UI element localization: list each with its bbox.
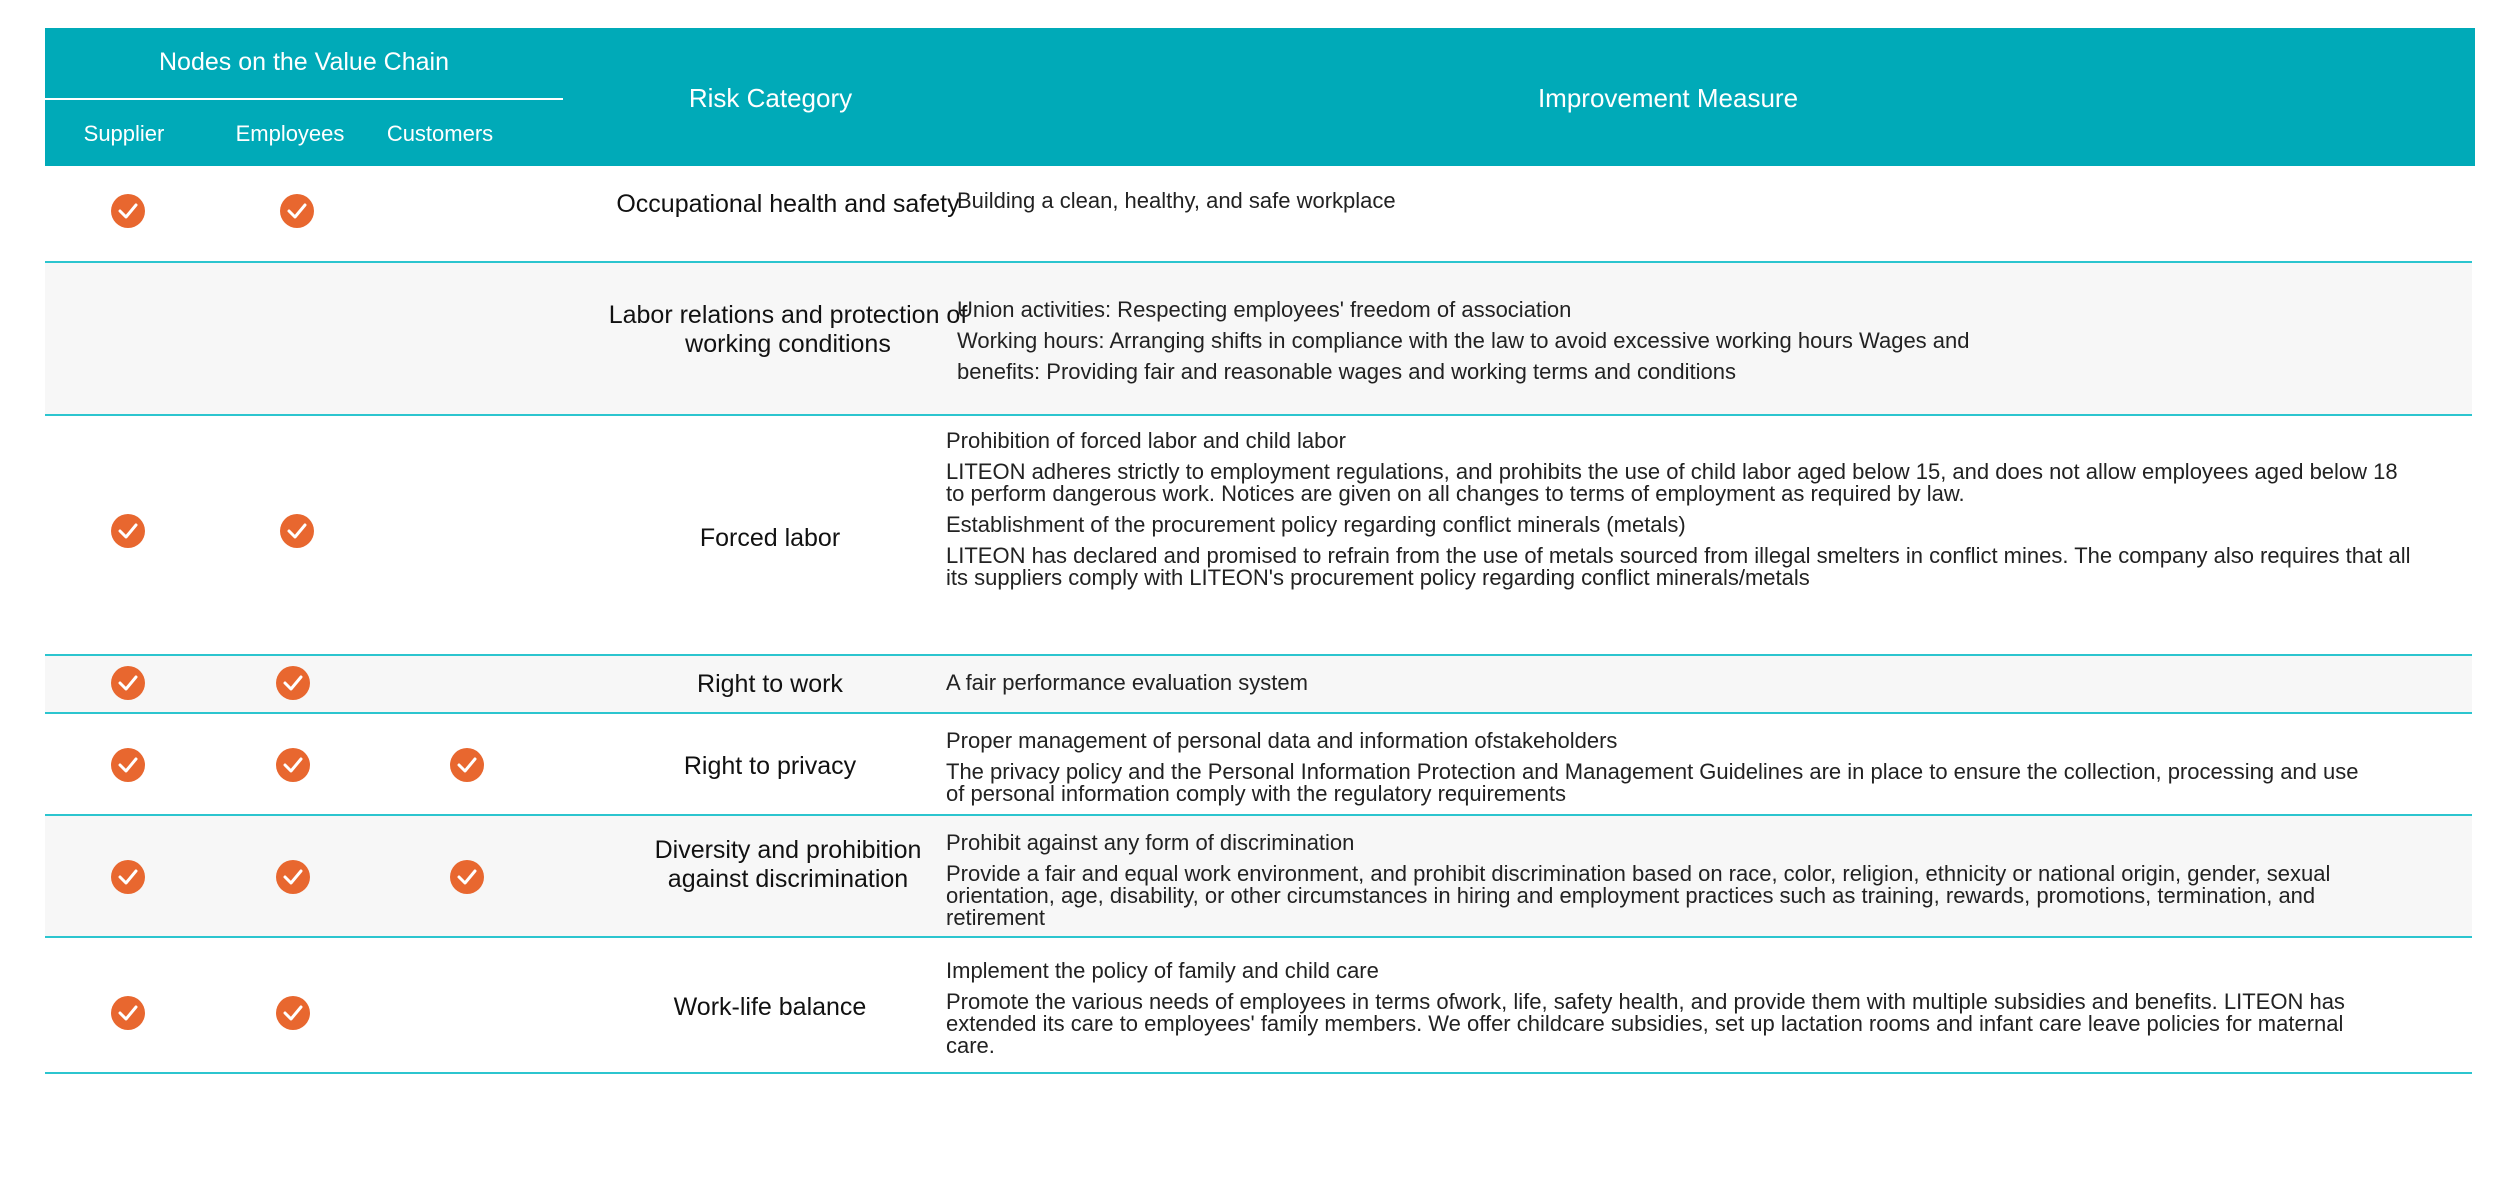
measure-text: Implement the policy of family and child care bbox=[946, 958, 1379, 983]
check-supplier-icon bbox=[111, 514, 145, 548]
measure-text: Building a clean, healthy, and safe workplace bbox=[957, 188, 1396, 213]
measure-text: Prohibit against any form of discrimination bbox=[946, 830, 1355, 855]
measure-text: Provide a fair and equal work environment, and prohibit discrimination based on race, color, religion, ethnicity or national origin, gender, sexual orientation, age, disability, or other circumstances in hiring and employment practices such as training, rewards, promotions, termination, and retirement bbox=[946, 861, 2331, 930]
measure-text: Promote the various needs of employees in terms ofwork, life, safety health, and provide them with multiple subsidies and benefits. LITEON has extended its care to employees' family members. We offer childcare subsidies, set up lactation rooms and infant care leave policies for maternal care. bbox=[946, 989, 2345, 1058]
measure-text: Union activities: Respecting employees' freedom of association bbox=[957, 297, 1572, 322]
improvement-measures bbox=[946, 832, 2366, 938]
check-employees-icon bbox=[280, 194, 314, 228]
measure-text: Working hours: Arranging shifts in compliance with the law to avoid excessive working hours Wages and bbox=[957, 328, 1970, 353]
improvement-measures bbox=[946, 672, 2421, 703]
header-customers: Customers bbox=[386, 121, 494, 146]
table-row bbox=[45, 816, 2472, 938]
check-supplier-icon bbox=[111, 860, 145, 894]
measure-text: Prohibition of forced labor and child labor bbox=[946, 428, 1346, 453]
header-risk-category: Risk Category bbox=[688, 83, 853, 113]
check-supplier-icon bbox=[111, 666, 145, 700]
risk-category: Occupational health and safety bbox=[616, 190, 960, 218]
header-supplier: Supplier bbox=[83, 121, 165, 146]
table-row bbox=[45, 263, 2472, 416]
header-divider bbox=[45, 98, 563, 100]
check-employees-icon bbox=[276, 748, 310, 782]
improvement-measures bbox=[957, 190, 2397, 221]
header-employees: Employees bbox=[235, 121, 345, 146]
check-customers-icon bbox=[450, 860, 484, 894]
measure-text: Proper management of personal data and information ofstakeholders bbox=[946, 728, 1618, 753]
check-supplier-icon bbox=[111, 748, 145, 782]
table-row bbox=[45, 416, 2472, 656]
measure-text: A fair performance evaluation system bbox=[946, 670, 1308, 695]
measure-text: benefits: Providing fair and reasonable wages and working terms and conditions bbox=[957, 359, 1737, 384]
check-employees-icon bbox=[276, 860, 310, 894]
risk-category: Work-life balance bbox=[673, 993, 867, 1021]
improvement-measures bbox=[946, 730, 2366, 814]
improvement-measures bbox=[946, 960, 2386, 1066]
header-improvement-measure: Improvement Measure bbox=[1537, 83, 1799, 113]
risk-category: Diversity and prohibition against discrimination bbox=[654, 836, 922, 893]
risk-category: Right to work bbox=[697, 670, 843, 698]
table-header bbox=[45, 28, 2475, 166]
check-supplier-icon bbox=[111, 194, 145, 228]
risk-category: Forced labor bbox=[699, 524, 841, 552]
improvement-measures bbox=[946, 430, 2421, 598]
improvement-measures bbox=[957, 299, 2397, 392]
check-customers-icon bbox=[450, 748, 484, 782]
check-employees-icon bbox=[280, 514, 314, 548]
table-row bbox=[45, 714, 2472, 816]
measure-text: Establishment of the procurement policy regarding conflict minerals (metals) bbox=[946, 512, 1686, 537]
header-nodes-title: Nodes on the Value Chain bbox=[158, 48, 449, 76]
check-employees-icon bbox=[276, 666, 310, 700]
check-employees-icon bbox=[276, 996, 310, 1030]
risk-category: Labor relations and protection of working conditions bbox=[608, 301, 968, 358]
table-row bbox=[45, 656, 2472, 714]
measure-text: LITEON has declared and promised to refrain from the use of metals sourced from illegal smelters in conflict mines. The company also requires that all its suppliers comply with LITEON's procurement policy regarding conflict minerals/metals bbox=[946, 543, 2411, 590]
check-supplier-icon bbox=[111, 996, 145, 1030]
table-row bbox=[45, 166, 2472, 263]
table-row bbox=[45, 938, 2472, 1074]
measure-text: The privacy policy and the Personal Information Protection and Management Guidelines are in place to ensure the collection, processing and use of personal information comply with the regulatory requirements bbox=[946, 759, 2359, 806]
measure-text: LITEON adheres strictly to employment regulations, and prohibits the use of child labor aged below 15, and does not allow employees aged below 18 to perform dangerous work. Notices are given on all changes to terms of employment as required by law. bbox=[946, 459, 2398, 506]
risk-category: Right to privacy bbox=[683, 752, 857, 780]
